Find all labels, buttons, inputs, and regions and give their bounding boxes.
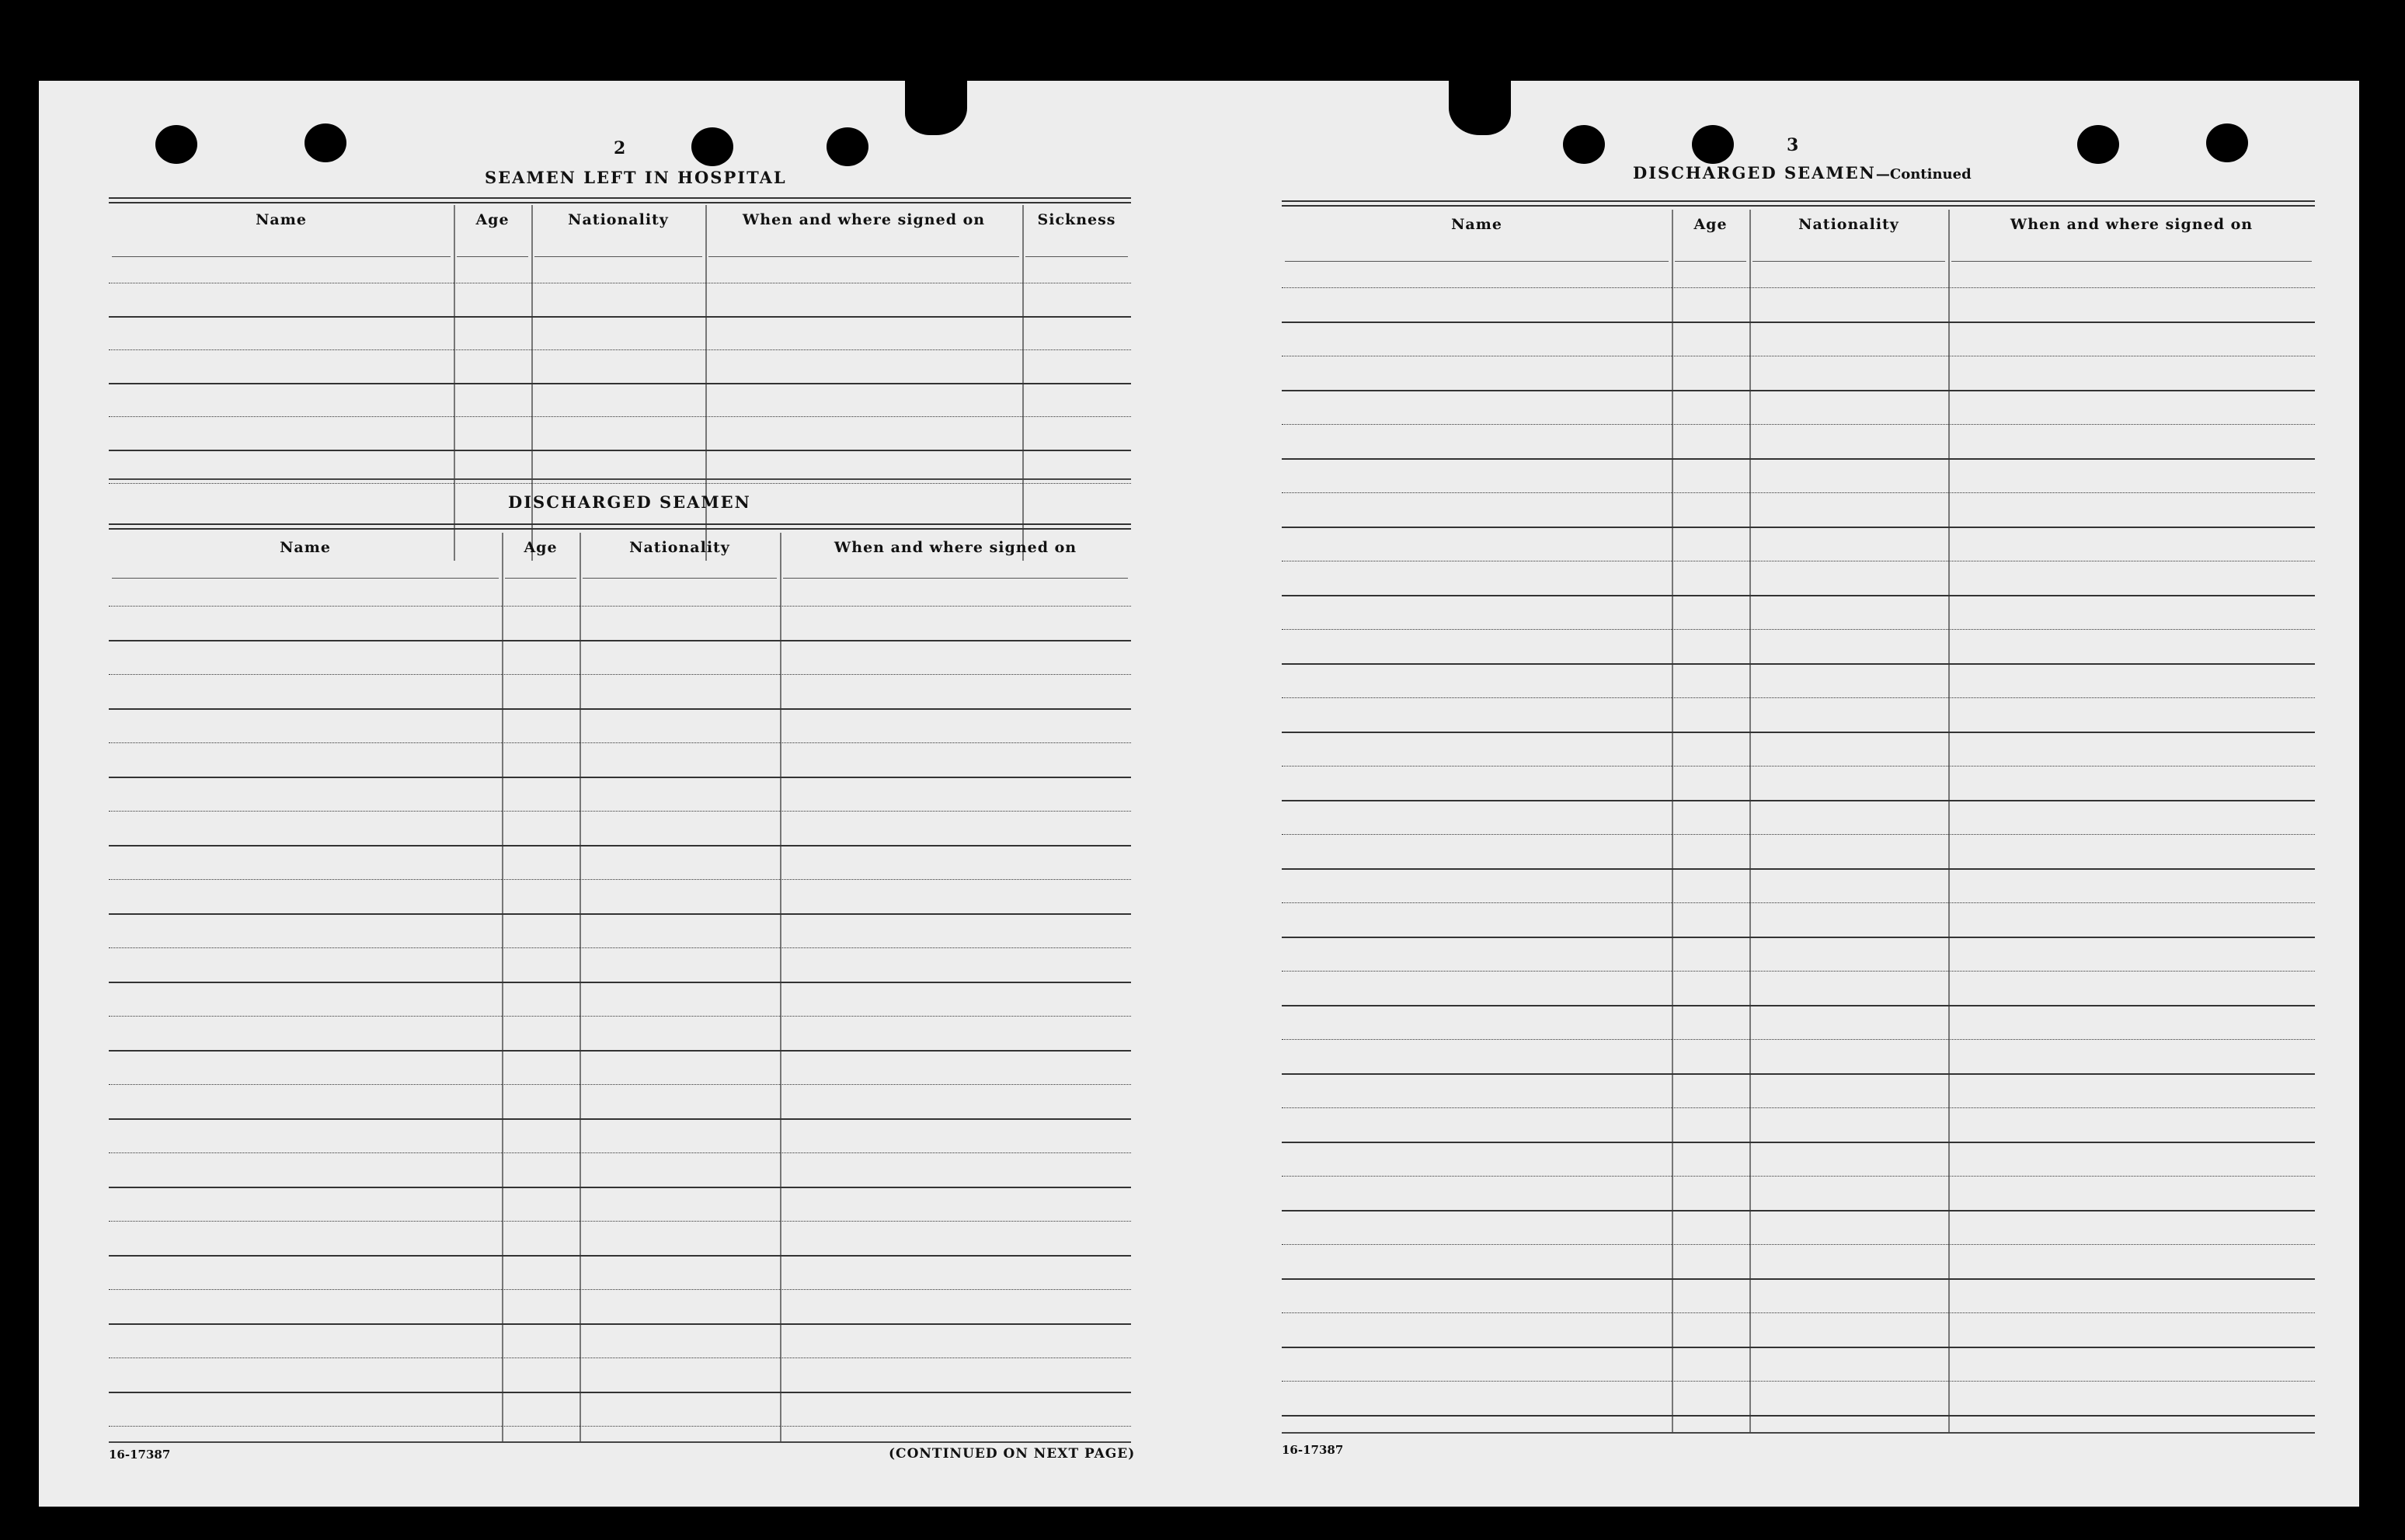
entry-line <box>1282 834 2315 835</box>
entry-line <box>1282 663 2315 665</box>
header-underline <box>1752 261 1945 262</box>
header-underline <box>708 256 1019 257</box>
punch-hole <box>691 127 733 166</box>
punch-hole <box>2206 123 2248 162</box>
entry-line <box>1282 1005 2315 1006</box>
header-underline <box>1025 256 1128 257</box>
entry-line <box>109 640 1131 641</box>
table-bottom-rule <box>1282 1432 2315 1434</box>
entry-line <box>1282 1415 2315 1417</box>
entry-line <box>109 777 1131 778</box>
discharged-table-left <box>109 533 1131 1441</box>
entry-line <box>109 1255 1131 1257</box>
column-header: When and where signed on <box>834 539 1077 556</box>
continued-note: (CONTINUED ON NEXT PAGE) <box>889 1446 1136 1462</box>
entry-line <box>109 450 1131 451</box>
entry-line <box>1282 1244 2315 1245</box>
entry-line <box>109 606 1131 607</box>
entry-line <box>1282 1312 2315 1313</box>
entry-line <box>1282 1347 2315 1348</box>
torn-notch <box>905 81 967 135</box>
header-underline <box>583 578 777 579</box>
punch-hole <box>827 127 868 166</box>
column-header: Name <box>256 211 307 228</box>
column-divider <box>1749 210 1751 1432</box>
entry-line <box>109 913 1131 915</box>
entry-line <box>1282 766 2315 767</box>
column-header: When and where signed on <box>2010 216 2254 233</box>
discharged-section-title: DISCHARGED SEAMEN <box>508 492 751 512</box>
entry-line <box>1282 1278 2315 1280</box>
column-header: Nationality <box>1798 216 1899 233</box>
header-underline <box>112 578 499 579</box>
discharged-table-right <box>1282 210 2315 1432</box>
header-underline <box>783 578 1128 579</box>
column-header: Nationality <box>568 211 669 228</box>
entry-line <box>1282 1142 2315 1143</box>
entry-line <box>109 1289 1131 1290</box>
section-rule <box>109 197 1131 203</box>
entry-line <box>109 1221 1131 1222</box>
entry-line <box>1282 1210 2315 1211</box>
entry-line <box>109 416 1131 417</box>
entry-line <box>1282 697 2315 698</box>
header-underline <box>505 578 576 579</box>
section-rule <box>109 478 1131 480</box>
entry-line <box>109 1016 1131 1017</box>
entry-line <box>109 982 1131 983</box>
entry-line <box>1282 1176 2315 1177</box>
entry-line <box>1282 732 2315 733</box>
entry-line <box>109 879 1131 880</box>
column-divider <box>780 533 781 1441</box>
form-code-left: 16-17387 <box>109 1448 171 1462</box>
entry-line <box>1282 390 2315 391</box>
section-title-suffix: —Continued <box>1875 166 1972 183</box>
entry-line <box>109 383 1131 384</box>
header-underline <box>1675 261 1746 262</box>
entry-line <box>1282 1107 2315 1108</box>
entry-line <box>1282 902 2315 903</box>
column-header: Age <box>475 211 510 228</box>
entry-line <box>1282 868 2315 870</box>
entry-line <box>109 1392 1131 1393</box>
entry-line <box>1282 424 2315 425</box>
entry-line <box>1282 971 2315 972</box>
punch-hole <box>2077 125 2119 164</box>
entry-line <box>1282 629 2315 630</box>
entry-line <box>109 1357 1131 1358</box>
punch-hole <box>305 123 346 162</box>
entry-line <box>109 1426 1131 1427</box>
column-header: Age <box>524 539 558 556</box>
entry-line <box>1282 458 2315 460</box>
entry-line <box>109 1152 1131 1153</box>
table-bottom-rule <box>109 1441 1131 1443</box>
column-header: Name <box>280 539 331 556</box>
section-rule <box>1282 200 2315 207</box>
section-title-text: DISCHARGED SEAMEN <box>1633 163 1876 183</box>
column-divider <box>1672 210 1673 1432</box>
header-underline <box>457 256 528 257</box>
entry-line <box>109 316 1131 318</box>
header-underline <box>1951 261 2312 262</box>
hospital-section-title: SEAMEN LEFT IN HOSPITAL <box>485 168 787 187</box>
page-number-left: 2 <box>614 138 626 158</box>
column-divider <box>502 533 503 1441</box>
entry-line <box>109 1187 1131 1188</box>
entry-line <box>1282 492 2315 493</box>
ledger-sheet <box>39 81 2359 1507</box>
column-header: Age <box>1693 216 1728 233</box>
column-header: Name <box>1451 216 1502 233</box>
column-header: Sickness <box>1037 211 1116 228</box>
column-divider <box>579 533 581 1441</box>
entry-line <box>109 483 1131 484</box>
entry-line <box>109 1084 1131 1085</box>
entry-line <box>1282 322 2315 323</box>
column-header: Nationality <box>629 539 730 556</box>
entry-line <box>1282 1039 2315 1040</box>
entry-line <box>1282 527 2315 528</box>
entry-line <box>109 674 1131 675</box>
entry-line <box>109 1118 1131 1120</box>
section-rule <box>109 523 1131 530</box>
entry-line <box>1282 287 2315 288</box>
column-divider <box>1948 210 1950 1432</box>
entry-line <box>109 811 1131 812</box>
form-code-right: 16-17387 <box>1282 1443 1344 1457</box>
punch-hole <box>1692 125 1734 164</box>
entry-line <box>1282 595 2315 596</box>
entry-line <box>109 742 1131 743</box>
entry-line <box>1282 937 2315 938</box>
torn-notch <box>1449 81 1511 135</box>
discharged-continued-title <box>1633 163 1972 183</box>
header-underline <box>1285 261 1669 262</box>
punch-hole <box>155 125 197 164</box>
entry-line <box>109 845 1131 846</box>
entry-line <box>109 349 1131 350</box>
punch-hole <box>1563 125 1605 164</box>
header-underline <box>534 256 702 257</box>
page-number-right: 3 <box>1787 135 1799 155</box>
column-header: When and where signed on <box>742 211 986 228</box>
header-underline <box>112 256 451 257</box>
entry-line <box>1282 800 2315 801</box>
entry-line <box>109 1323 1131 1325</box>
entry-line <box>109 708 1131 710</box>
entry-line <box>1282 1381 2315 1382</box>
entry-line <box>109 1050 1131 1052</box>
entry-line <box>109 947 1131 948</box>
entry-line <box>1282 1073 2315 1075</box>
